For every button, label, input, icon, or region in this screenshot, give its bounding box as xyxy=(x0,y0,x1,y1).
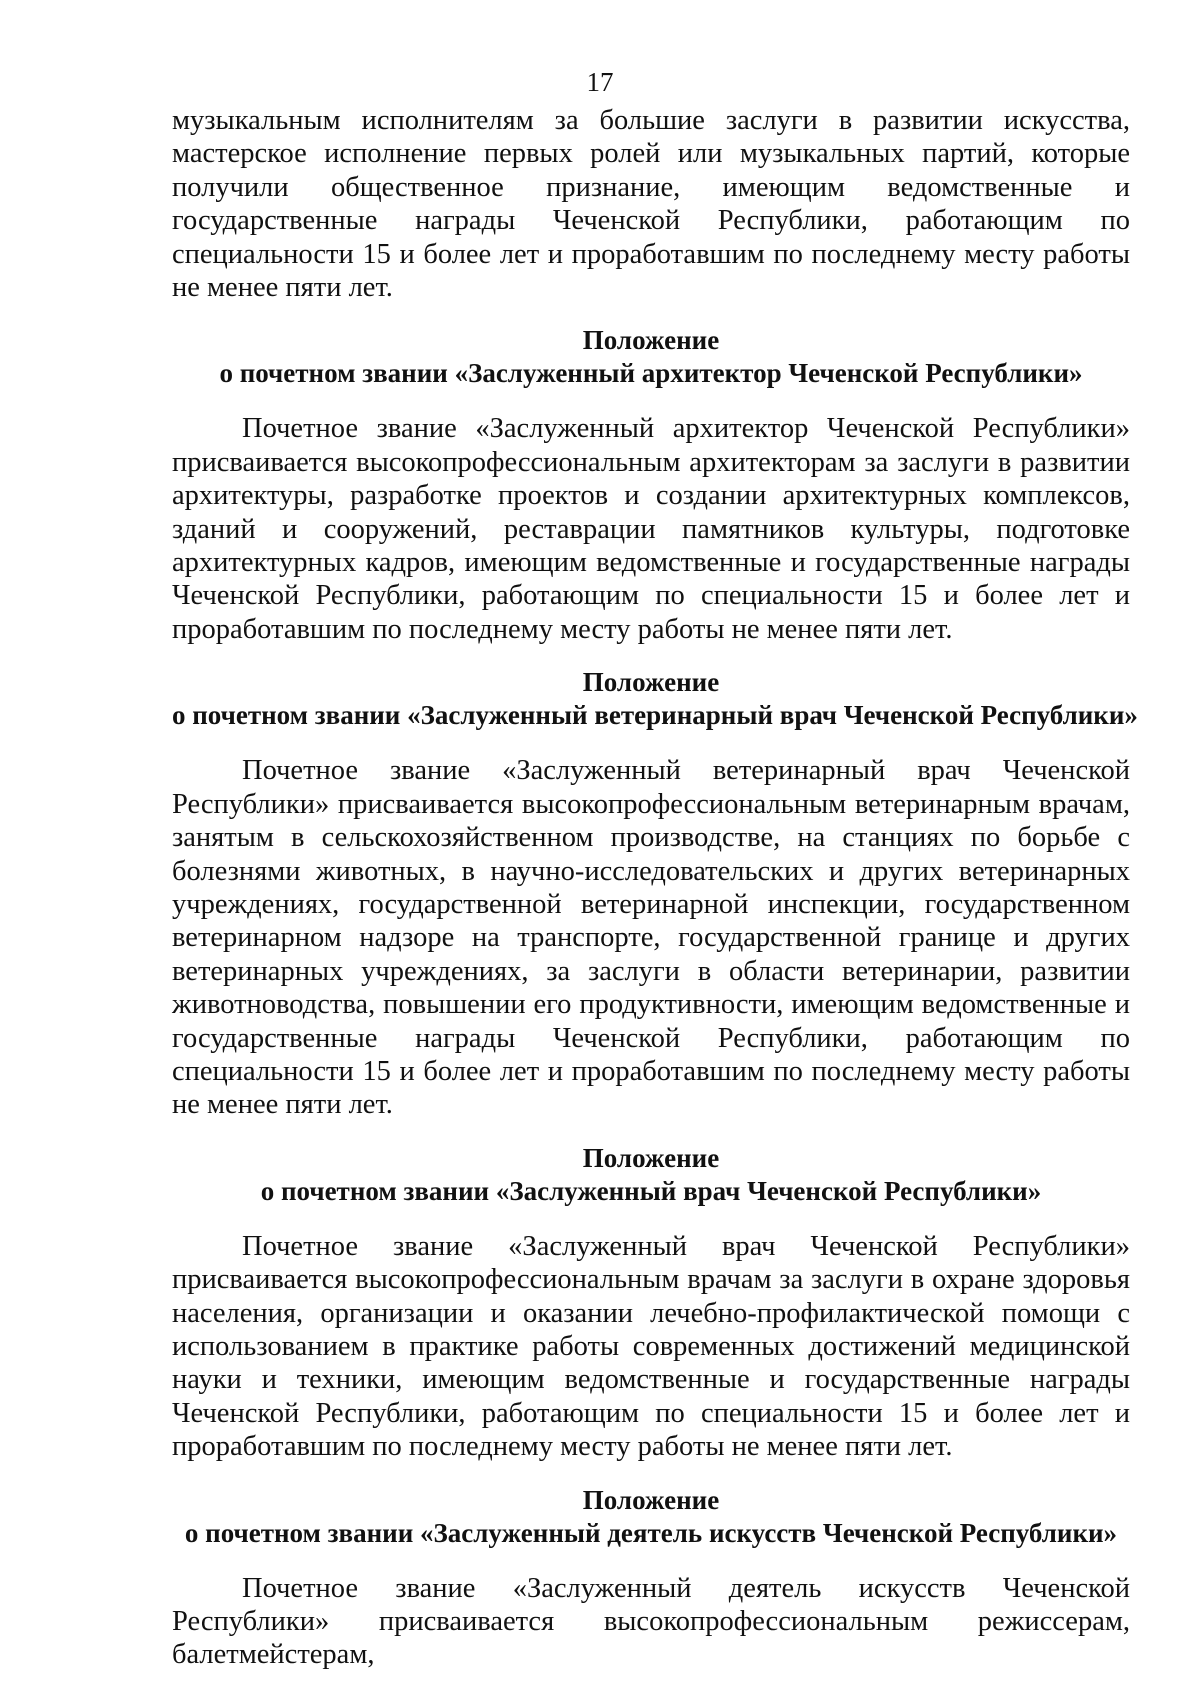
section-art-figure xyxy=(172,1484,1130,1672)
section-body: Почетное звание «Заслуженный ветеринарный врач Чеченской Республики» присваивается высокопрофессиональным ветеринарным врачам, занятым в сельскохозяйственном производстве, на станциях по борьбе с болезнями животных, в научно-исследовательских и других ветеринарных учреждениях, государственной ветеринарной инспекции, государственном ветеринарном надзоре на транспорте, государственной границе и других ветеринарных учреждениях, за заслуги в области ветеринарии, развитии животноводства, повышении его продуктивности, имеющим ведомственные и государственные награды Чеченской Республики, работающим по специальности 15 и более лет и проработавшим по последнему месту работы не менее пяти лет. xyxy=(172,755,1130,1121)
section-heading xyxy=(172,1142,1130,1208)
heading-subtitle: о почетном звании «Заслуженный врач Чеченской Республики» xyxy=(260,1175,1042,1206)
heading-title: Положение xyxy=(582,325,720,356)
page-number: 17 xyxy=(586,67,614,97)
heading-subtitle: о почетном звании «Заслуженный ветеринарный врач Чеченской Республики» xyxy=(172,700,1138,731)
heading-title: Положение xyxy=(582,667,720,698)
section-veterinarian xyxy=(172,666,1138,1121)
section-architect xyxy=(172,324,1130,646)
section-body: Почетное звание «Заслуженный деятель искусств Чеченской Республики» присваивается высокопрофессиональным режиссерам, балетмейстерам, xyxy=(172,1572,1130,1671)
section-heading xyxy=(172,324,1130,390)
section-heading xyxy=(172,1484,1130,1550)
section-heading xyxy=(172,666,1138,732)
heading-title: Положение xyxy=(582,1142,720,1173)
section-body: Почетное звание «Заслуженный архитектор Чеченской Республики» присваивается высокопрофессиональным архитекторам за заслуги в развитии архитектуры, разработке проектов и создании архитектурных комплексов, зданий и сооружений, реставрации памятников культуры, подготовке архитектурных кадров, имеющим ведомственные и государственные награды Чеченской Республики, работающим по специальности 15 и более лет и проработавшим по последнему месту работы не менее пяти лет. xyxy=(172,413,1130,645)
section-doctor xyxy=(172,1142,1130,1464)
heading-subtitle: о почетном звании «Заслуженный архитектор Чеченской Республики» xyxy=(219,358,1083,389)
section-body: Почетное звание «Заслуженный врач Чеченской Республики» присваивается высокопрофессиональным врачам за заслуги в охране здоровья населения, организации и оказании лечебно-профилактической помощи с использованием в практике работы современных достижений медицинской науки и техники, имеющим ведомственные и государственные награды Чеченской Республики, работающим по специальности 15 и более лет и проработавшим по последнему месту работы не менее пяти лет. xyxy=(172,1230,1130,1463)
heading-subtitle: о почетном звании «Заслуженный деятель искусств Чеченской Республики» xyxy=(184,1517,1118,1548)
document-body xyxy=(172,104,1138,1672)
intro-paragraph: музыкальным исполнителям за большие заслуги в развитии искусства, мастерское исполнение первых ролей или музыкальных партий, которые получили общественное признание, имеющим ведомственные и государственные награды Чеченской Республики, работающим по специальности 15 и более лет и проработавшим по последнему месту работы не менее пяти лет. xyxy=(172,105,1130,304)
heading-title: Положение xyxy=(582,1484,720,1515)
